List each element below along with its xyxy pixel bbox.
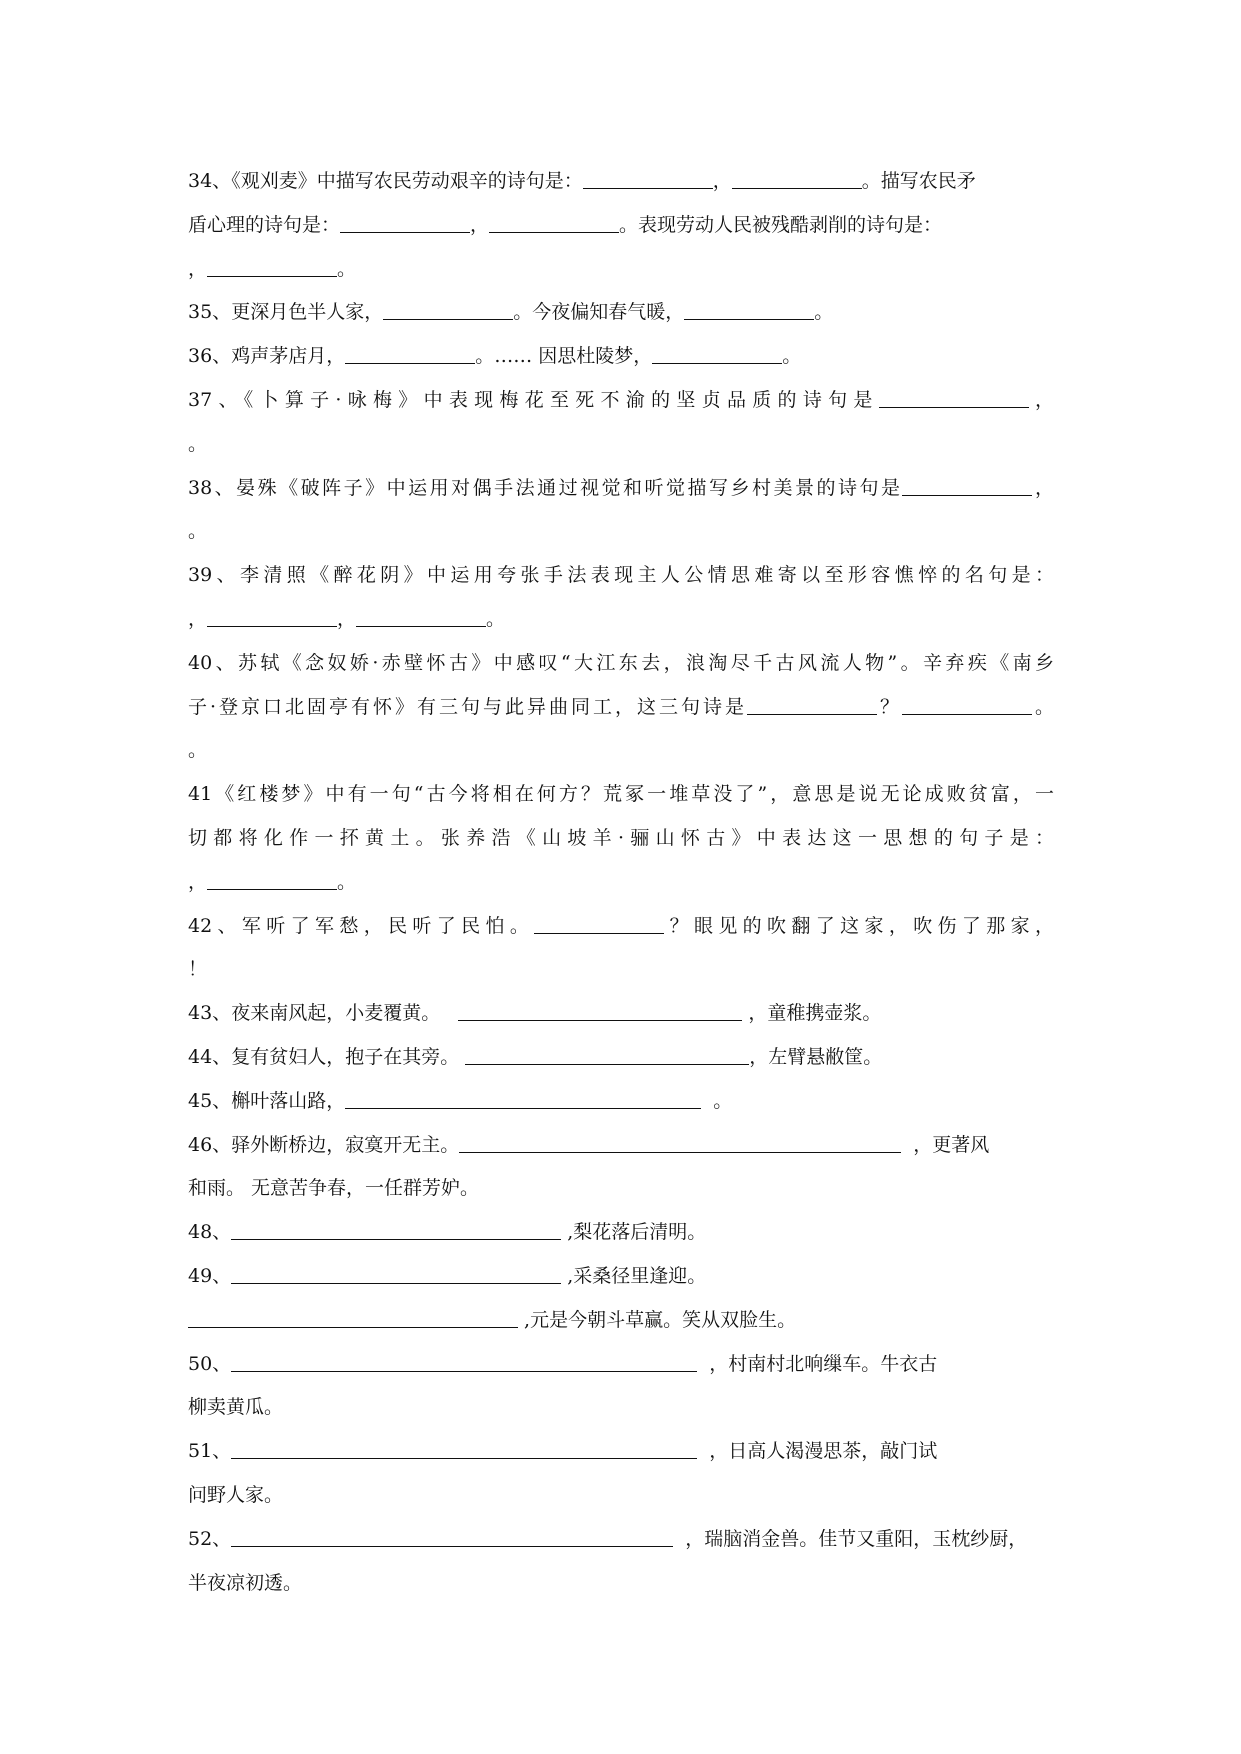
question-text: 槲叶落山路， <box>231 1089 346 1112</box>
question-number: 39、 <box>188 564 240 587</box>
question-text: 。描写农民矛 <box>861 170 976 192</box>
question-text: 。 <box>713 1089 733 1112</box>
question-39-line-1 <box>188 554 1054 598</box>
answer-blank[interactable] <box>345 341 475 364</box>
answer-blank[interactable] <box>684 297 814 320</box>
question-34-line-1 <box>188 160 1054 204</box>
question-text: 盾心理的诗句是： <box>188 213 341 236</box>
answer-blank[interactable] <box>732 166 862 189</box>
answer-blank[interactable] <box>902 473 1032 496</box>
question-44 <box>188 1036 1054 1080</box>
question-number: 37、 <box>188 388 244 411</box>
question-text: ， <box>1032 476 1054 499</box>
question-text: 驿外断桥边，寂寞开无主。 <box>231 1133 460 1156</box>
question-49-line-1 <box>188 1255 1054 1299</box>
question-number: 36、 <box>188 345 232 368</box>
answer-blank[interactable] <box>340 210 470 233</box>
answer-blank[interactable] <box>747 692 877 715</box>
question-42-line-2 <box>188 948 1054 992</box>
question-42-line-1 <box>188 905 1054 949</box>
question-34-line-2 <box>188 204 1054 248</box>
question-text: ,梨花落后清明。 <box>567 1221 707 1244</box>
question-number: 35、 <box>188 301 232 324</box>
question-text: ，童稚携壶浆。 <box>748 1002 882 1025</box>
question-46-line-2 <box>188 1167 1054 1211</box>
question-text: 《卜算子·咏梅》中表现梅花至死不渝的坚贞品质的诗句是 <box>243 388 879 411</box>
question-number: 43、 <box>188 1002 232 1025</box>
answer-blank[interactable] <box>207 604 337 627</box>
answer-blank[interactable] <box>383 297 513 320</box>
question-51-line-2 <box>188 1474 1054 1518</box>
question-52-line-1 <box>188 1518 1054 1562</box>
answer-blank[interactable] <box>583 166 713 189</box>
question-text: ， <box>470 213 490 236</box>
answer-blank[interactable] <box>459 1130 901 1153</box>
question-text: ， <box>1028 388 1054 411</box>
question-text: ， <box>188 607 208 630</box>
question-text: ？眼见的吹翻了这家，吹伤了那家， <box>664 914 1054 937</box>
question-number: 48、 <box>188 1221 232 1244</box>
answer-blank[interactable] <box>458 998 742 1021</box>
answer-blank[interactable] <box>231 1217 561 1240</box>
question-50-line-2 <box>188 1386 1054 1430</box>
question-number: 51、 <box>188 1440 232 1463</box>
question-52-line-2 <box>188 1562 1054 1606</box>
answer-blank[interactable] <box>188 1305 518 1328</box>
answer-blank[interactable] <box>231 1524 673 1547</box>
answer-blank[interactable] <box>489 210 619 233</box>
question-text: 。 <box>337 870 357 893</box>
question-34-line-3 <box>188 248 1054 292</box>
question-text: 。 <box>486 607 506 630</box>
question-38-line-1 <box>188 467 1054 511</box>
question-number: 44、 <box>188 1045 232 1068</box>
question-text: ，更著风 <box>913 1133 990 1156</box>
question-text: 更深月色半人家， <box>231 301 384 324</box>
question-text: 。表现劳动人民被残酷剥削的诗句是： <box>619 213 943 236</box>
answer-blank[interactable] <box>231 1349 697 1372</box>
question-number: 42、 <box>188 914 242 937</box>
question-46-line-1 <box>188 1124 1054 1168</box>
question-text: 。 <box>782 345 802 368</box>
answer-blank[interactable] <box>207 254 337 277</box>
question-text: ，村南村北响缫车。牛衣古 <box>709 1352 938 1375</box>
question-text: ！ <box>188 958 208 981</box>
question-text: 夜来南风起，小麦覆黄。 <box>231 1002 441 1025</box>
question-text: 《观刈麦》中描写农民劳动艰辛的诗句是： <box>231 170 583 192</box>
question-text: 晏殊《破阵子》中运用对偶手法通过视觉和听觉描写乡村美景的诗句是 <box>236 476 903 499</box>
question-number: 52、 <box>188 1527 232 1550</box>
question-text: 问野人家。 <box>188 1483 284 1506</box>
question-39-line-2 <box>188 598 1054 642</box>
question-text: ， <box>712 170 732 192</box>
answer-blank[interactable] <box>879 385 1029 408</box>
question-text: 。 <box>188 520 208 543</box>
question-41-line-2 <box>188 817 1054 861</box>
question-number: 38、 <box>188 476 237 499</box>
question-text: 鸡声茅店月， <box>231 345 346 368</box>
answer-blank[interactable] <box>345 1086 701 1109</box>
question-number: 40、 <box>188 651 238 674</box>
question-text: 和雨。 无意苦争春，一任群芳妒。 <box>188 1177 480 1200</box>
question-number: 34、 <box>188 170 232 192</box>
question-40-line-2 <box>188 686 1054 730</box>
question-text: 李清照《醉花阴》中运用夸张手法表现主人公情思难寄以至形容憔悴的名句是： <box>239 564 1054 587</box>
question-45 <box>188 1080 1054 1124</box>
question-text: 《红楼梦》中有一句“古今将相在何方？荒冢一堆草没了”，意思是说无论成败贫富，一 <box>212 783 1054 806</box>
question-text: 。 <box>337 257 357 280</box>
question-text: ？ <box>876 695 902 718</box>
question-35 <box>188 291 1054 335</box>
question-text: ，左臂悬敝筐。 <box>749 1045 883 1068</box>
question-41-line-1 <box>188 773 1054 817</box>
answer-blank[interactable] <box>465 1042 749 1065</box>
question-text: ，日高人渴漫思茶，敲门试 <box>709 1440 938 1463</box>
question-text: ,采桑径里逢迎。 <box>567 1264 707 1287</box>
question-text: 苏轼《念奴娇·赤壁怀古》中感叹“大江东去，浪淘尽千古风流人物”。辛弃疾《南乡 <box>237 651 1054 674</box>
question-text: ， <box>188 257 208 280</box>
question-text: 柳卖黄瓜。 <box>188 1396 284 1419</box>
question-text: 。 <box>188 739 208 762</box>
question-43 <box>188 992 1054 1036</box>
answer-blank[interactable] <box>902 692 1032 715</box>
answer-blank[interactable] <box>356 604 486 627</box>
question-41-line-3 <box>188 861 1054 905</box>
question-text: ,元是今朝斗草赢。笑从双脸生。 <box>524 1308 797 1331</box>
question-text: 子·登京口北固亭有怀》有三句与此异曲同工，这三句诗是 <box>188 695 747 718</box>
question-number: 50、 <box>188 1352 232 1375</box>
answer-blank[interactable] <box>652 341 782 364</box>
question-number: 46、 <box>188 1133 232 1156</box>
question-49-line-2 <box>188 1299 1054 1343</box>
question-text: 军听了军愁，民听了民怕。 <box>241 914 535 937</box>
question-51-line-1 <box>188 1430 1054 1474</box>
question-number: 45、 <box>188 1089 232 1112</box>
question-text: 复有贫妇人，抱子在其旁。 <box>231 1045 460 1068</box>
answer-blank[interactable] <box>231 1261 561 1284</box>
question-38-line-2 <box>188 510 1054 554</box>
question-number: 41 <box>188 783 213 806</box>
answer-blank[interactable] <box>534 911 664 934</box>
question-50-line-1 <box>188 1343 1054 1387</box>
question-text: ， <box>337 607 357 630</box>
question-number: 49、 <box>188 1264 232 1287</box>
question-list <box>188 160 1054 1605</box>
question-text: 。 <box>1031 695 1054 718</box>
answer-blank[interactable] <box>207 867 337 890</box>
question-text: 切都将化作一抔黄土。张养浩《山坡羊·骊山怀古》中表达这一思想的句子是： <box>188 826 1054 849</box>
question-text: 。今夜偏知春气暖， <box>513 301 685 324</box>
question-36 <box>188 335 1054 379</box>
question-37-line-1 <box>188 379 1054 423</box>
question-text: 。…… 因思杜陵梦， <box>475 345 653 368</box>
question-37-line-2 <box>188 423 1054 467</box>
answer-blank[interactable] <box>231 1436 697 1459</box>
question-text: ， <box>188 870 208 893</box>
question-text: 半夜凉初透。 <box>188 1571 303 1594</box>
question-text: ，瑞脑消金兽。佳节又重阳，玉枕纱厨， <box>685 1527 1028 1550</box>
question-48 <box>188 1211 1054 1255</box>
question-40-line-1 <box>188 642 1054 686</box>
question-text: 。 <box>814 301 834 324</box>
question-40-line-3 <box>188 729 1054 773</box>
question-text: 。 <box>188 432 208 455</box>
